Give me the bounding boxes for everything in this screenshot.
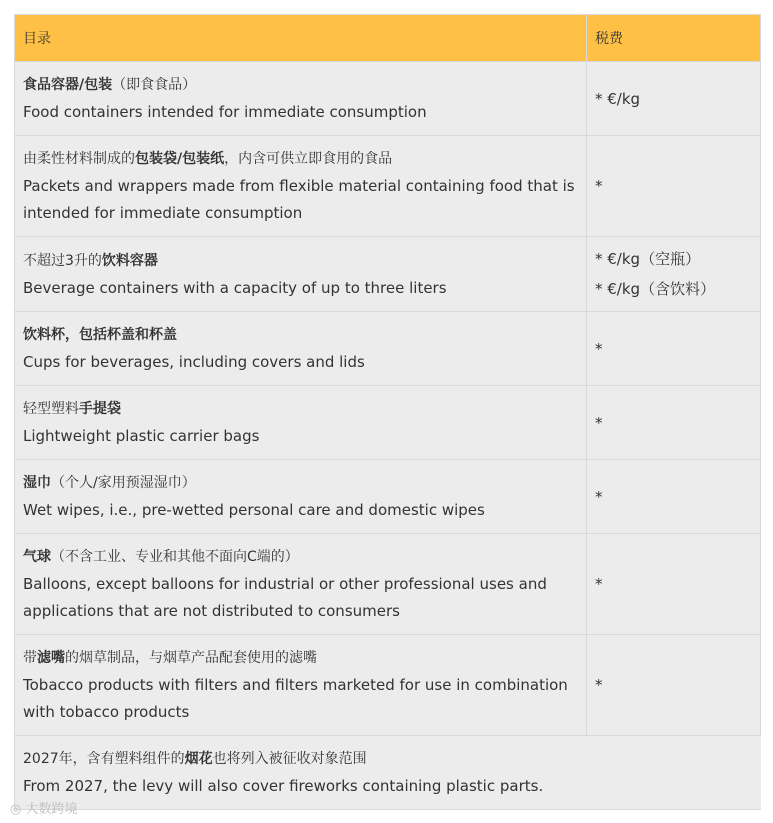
category-en: Wet wipes, i.e., pre-wetted personal care and domestic wipes — [23, 501, 485, 519]
category-zh — [23, 395, 578, 423]
category-zh-bold: 湿巾 — [23, 475, 51, 491]
note-en: From 2027, the levy will also cover fireworks containing plastic parts. — [23, 777, 544, 795]
brand-logo — [10, 798, 78, 817]
category-cell — [15, 62, 587, 136]
table-row — [15, 237, 761, 312]
category-zh — [23, 145, 578, 173]
category-en: Balloons, except balloons for industrial or other professional uses and applications that are not distributed to consumers — [23, 575, 547, 620]
header-category: 目录 — [15, 15, 587, 62]
category-zh-bold: 气球 — [23, 549, 51, 565]
note-zh-pre: 2027年，含有塑料组件的 — [23, 751, 185, 767]
category-en: Packets and wrappers made from flexible material containing food that is intended for immediate consumption — [23, 177, 575, 222]
category-zh-rest: （个人/家用预湿湿巾） — [51, 475, 196, 491]
fee-value: * — [595, 575, 603, 593]
category-cell — [15, 237, 587, 312]
category-zh-pre: 由柔性材料制成的 — [23, 151, 135, 167]
category-zh-rest: （即食食品） — [112, 77, 197, 93]
fee-cell — [587, 386, 761, 460]
table-row — [15, 136, 761, 237]
category-zh-bold: 包装袋/包装纸 — [135, 151, 225, 167]
table-header-row — [15, 15, 761, 62]
note-row — [15, 736, 761, 810]
category-zh — [23, 644, 578, 672]
levy-table — [14, 14, 761, 810]
category-zh-bold: 滤嘴 — [37, 650, 65, 666]
category-en: Food containers intended for immediate consumption — [23, 103, 427, 121]
category-zh — [23, 71, 578, 99]
table-row — [15, 312, 761, 386]
fee-cell — [587, 460, 761, 534]
fee-cell — [587, 534, 761, 635]
header-fee: 税费 — [587, 15, 761, 62]
note-cell — [15, 736, 761, 810]
category-cell — [15, 312, 587, 386]
table-row — [15, 460, 761, 534]
category-zh — [23, 321, 578, 349]
fee-value: * — [595, 413, 603, 432]
category-zh — [23, 469, 578, 497]
note-zh — [23, 745, 753, 773]
category-zh-bold: 饮料杯，包括杯盖和杯盖 — [23, 327, 177, 343]
category-zh-rest: ，内含可供立即食用的食品 — [224, 151, 393, 167]
brand-logo-text: 大数跨境 — [25, 802, 78, 817]
category-cell — [15, 460, 587, 534]
fee-cell — [587, 62, 761, 136]
fee-cell — [587, 635, 761, 736]
category-en: Cups for beverages, including covers and lids — [23, 353, 365, 371]
fee-value: * — [595, 339, 603, 358]
fee-cell — [587, 237, 761, 312]
fee-value: * €/kg — [595, 89, 641, 108]
category-cell — [15, 136, 587, 237]
brand-logo-icon: ◎ — [10, 802, 22, 817]
category-zh-bold: 饮料容器 — [101, 252, 158, 269]
fee-value: * — [595, 676, 603, 694]
category-en: Beverage containers with a capacity of up to three liters — [23, 278, 447, 297]
category-zh-pre: 带 — [23, 650, 37, 666]
category-zh — [23, 543, 578, 571]
category-en: Tobacco products with filters and filters marketed for use in combination with tobacco products — [23, 676, 568, 721]
category-en: Lightweight plastic carrier bags — [23, 427, 260, 445]
category-zh-bold: 食品容器/包装 — [23, 77, 113, 93]
table-row — [15, 386, 761, 460]
fee-value: * — [595, 177, 603, 195]
fee-cell — [587, 312, 761, 386]
category-cell — [15, 534, 587, 635]
fee-cell — [587, 136, 761, 237]
table-row — [15, 635, 761, 736]
fee-value: * — [595, 487, 603, 506]
note-zh-bold: 烟花 — [184, 751, 213, 767]
note-zh-rest: 也将列入被征收对象范围 — [212, 751, 367, 767]
category-zh-rest: 的烟草制品，与烟草产品配套使用的滤嘴 — [65, 650, 317, 666]
category-zh-bold: 手提袋 — [79, 401, 121, 417]
table-row — [15, 534, 761, 635]
category-zh — [23, 247, 578, 275]
category-zh-pre: 不超过3升的 — [23, 252, 102, 269]
category-cell — [15, 635, 587, 736]
fee-value-filled: * €/kg（含饮料） — [595, 280, 716, 298]
category-zh-pre: 轻型塑料 — [23, 401, 79, 417]
category-cell — [15, 386, 587, 460]
fee-value-empty: * €/kg（空瓶） — [595, 250, 701, 268]
category-zh-rest: （不含工业、专业和其他不面向C端的） — [51, 549, 299, 565]
table-row — [15, 62, 761, 136]
